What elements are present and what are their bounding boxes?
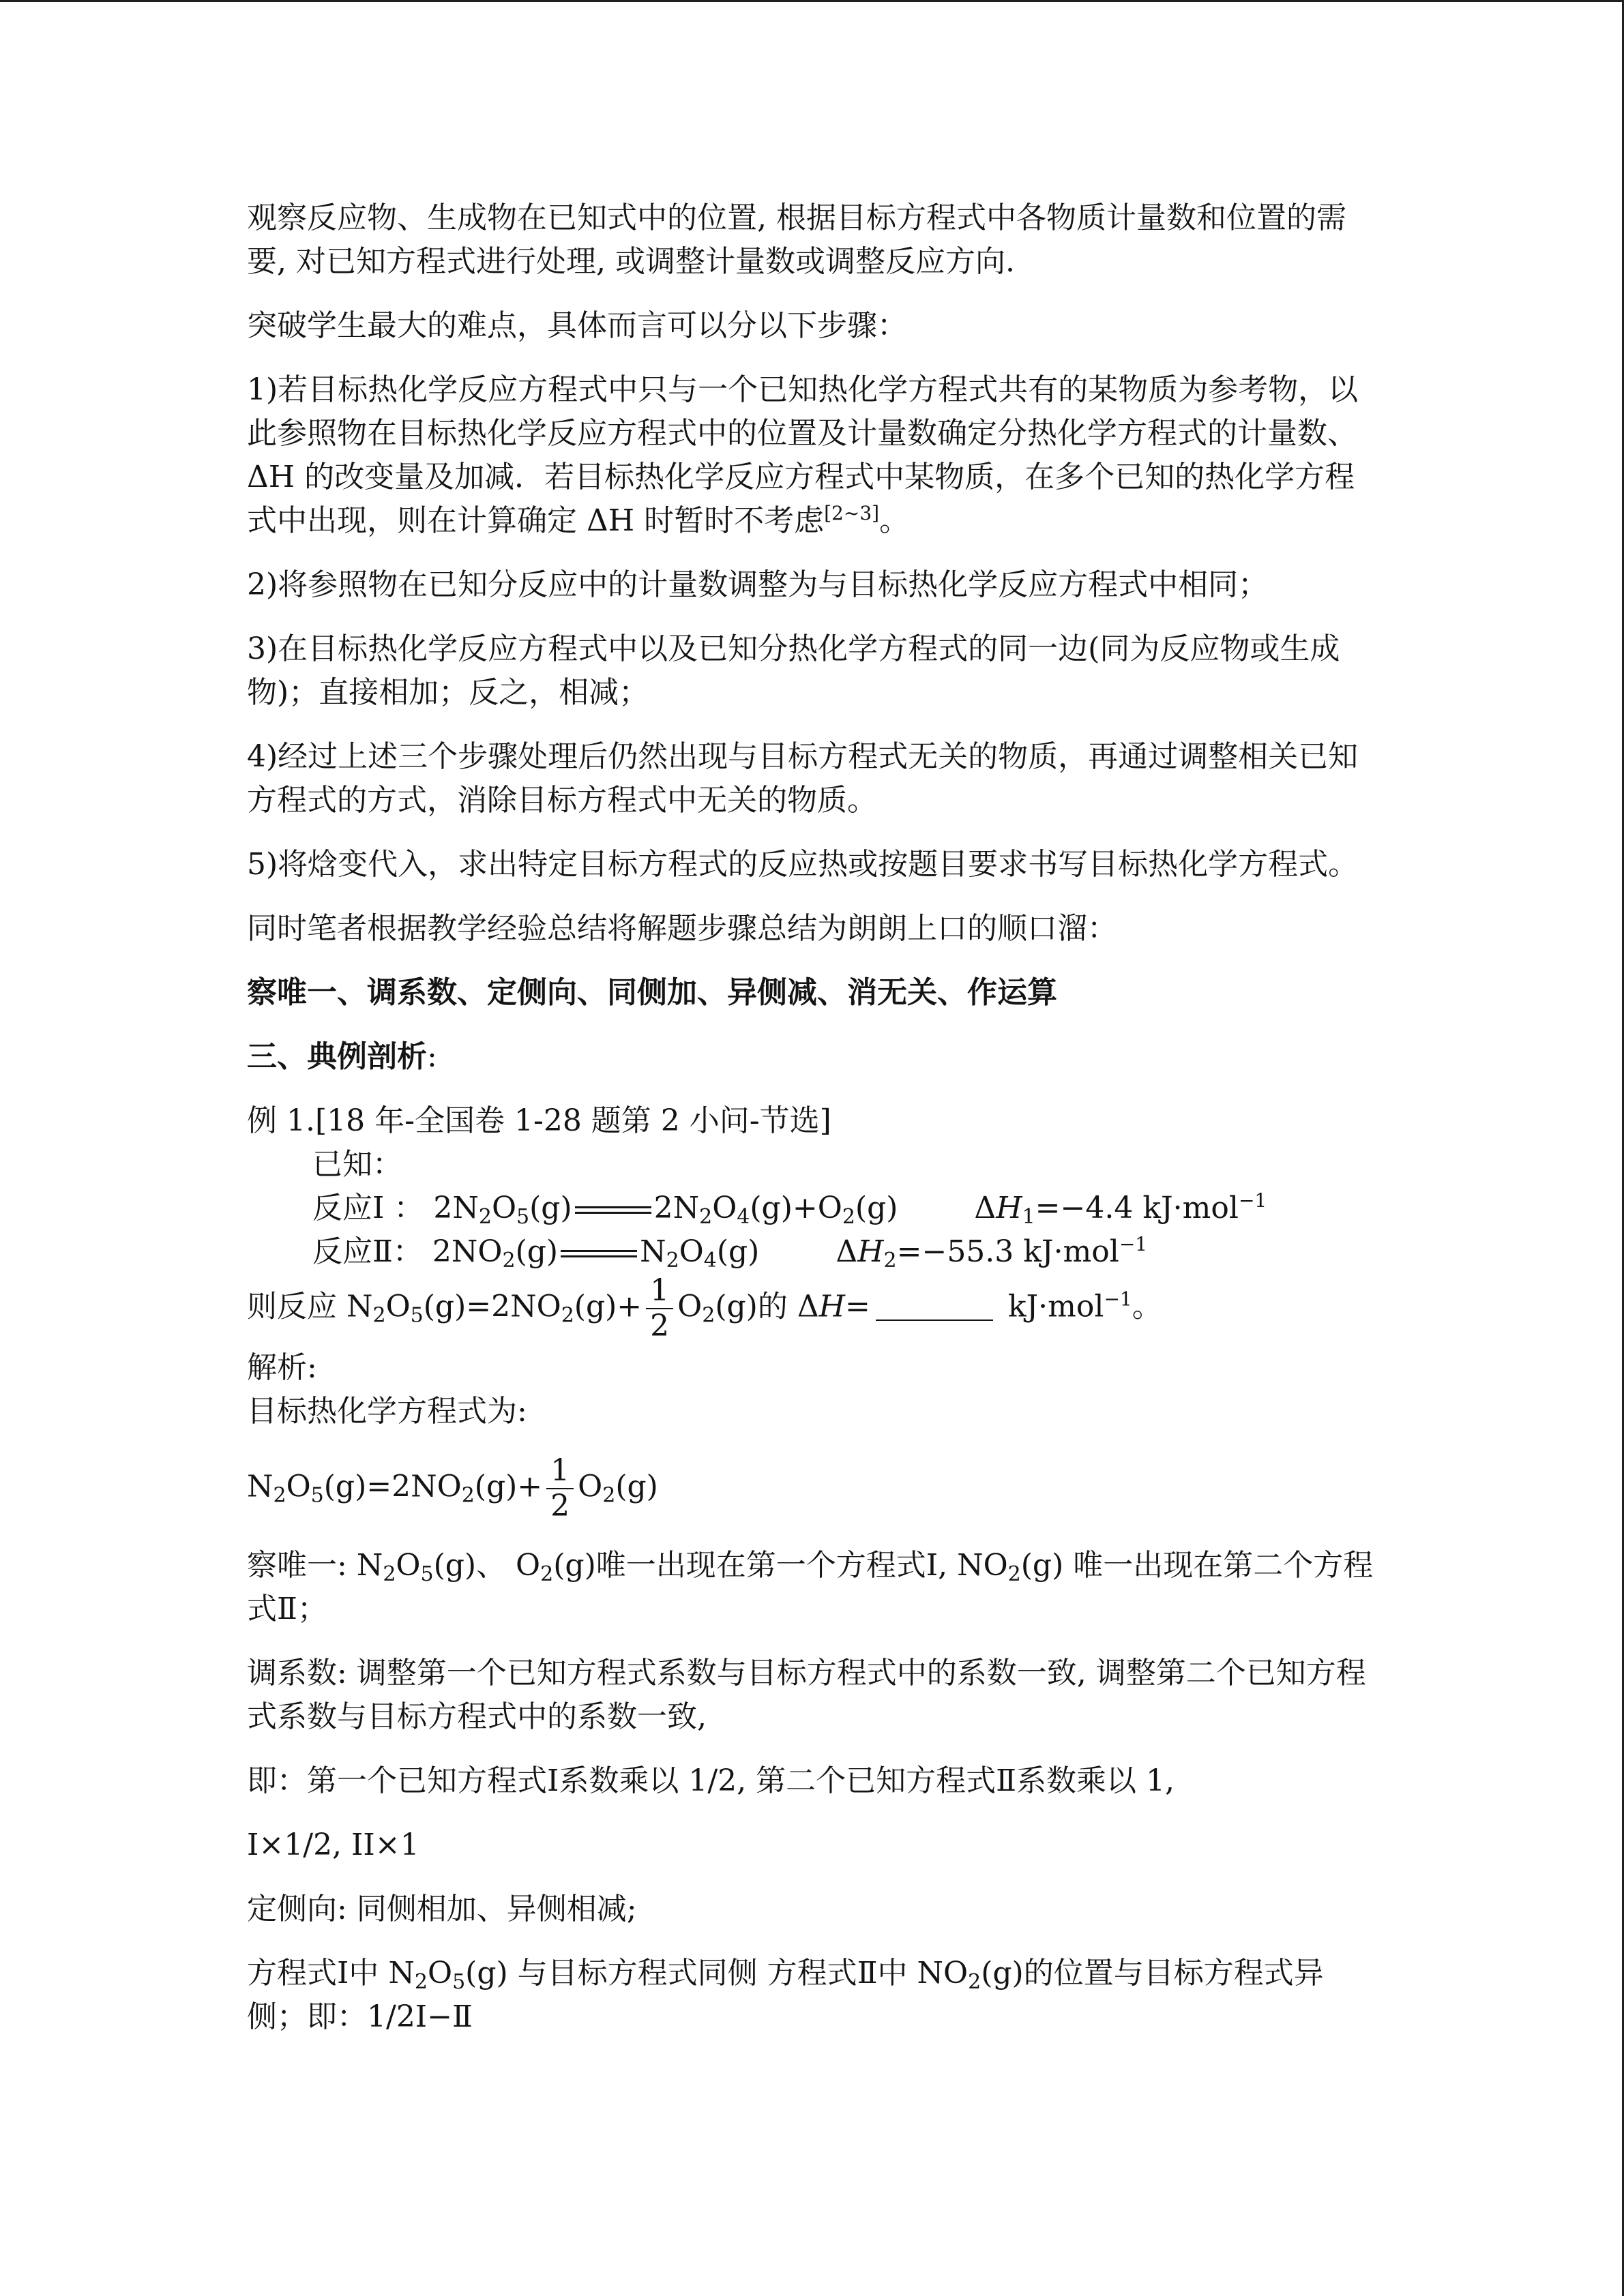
- analysis-label: 解析:: [247, 1350, 317, 1385]
- equilibrium-arrow-icon: [558, 1247, 640, 1261]
- coefficient-detail: 即：第一个已知方程式Ⅰ系数乘以 1/2, 第二个已知方程式Ⅱ系数乘以 1,: [247, 1763, 1175, 1798]
- observe-label: 察唯一:: [247, 1548, 357, 1583]
- question-end: 。: [1132, 1289, 1162, 1324]
- citation: [2~3]: [824, 502, 880, 524]
- question-line: 则反应 $N_2O_5(g)=2NO_2(g)+$ $\frac{1}{2}$ $O_2(g)$的 ΔH= kJ·mol$^{-1}$。: [247, 1273, 1162, 1343]
- fraction-half: $\frac{1}{2}$: [546, 1454, 574, 1523]
- observe-text-1: 唯一出现在第一个方程式Ⅰ,: [595, 1548, 948, 1583]
- final-text-3: 的位置与目标方程式异侧；即：1/2I−Ⅱ: [247, 1956, 1324, 2034]
- answer-blank[interactable]: [876, 1292, 993, 1321]
- step-1-text: 1)若目标热化学反应方程式中只与一个已知热化学方程式共有的某物质为参考物，以此参照物在目标热化学反应方程式中的位置及计量数确定分热化学方程式的计量数、ΔH 的改变量及加减．若目标热化学反应方程式中某物质，在多个已知的热化学方程式中出现，则在计算确定 ΔH 时暂时不考虑: [247, 372, 1359, 538]
- step-5: 5)将焓变代入，求出特定目标方程式的反应热或按题目要求书写目标热化学方程式。: [247, 847, 1359, 882]
- reaction-2: 反应Ⅱ： $2NO_2(g)$ $N_2O_4(g)$ $\Delta H_2=-55.3$ kJ·mol$^{-1}$: [312, 1233, 1148, 1272]
- question-unit: kJ·mol: [1007, 1289, 1104, 1324]
- step-1: [247, 368, 1379, 543]
- page-top-border: [0, 0, 1624, 2]
- fraction-half: $\frac{1}{2}$: [646, 1274, 673, 1343]
- final-combination: 方程式Ⅰ中 $N_2O_5(g)$ 与目标方程式同侧 方程式Ⅱ中 $NO_2(g)$的位置与目标方程式异侧；即：1/2I−Ⅱ: [247, 1956, 1324, 2034]
- observe-text-2: 唯一出现在第二个方程式Ⅱ；: [247, 1548, 1374, 1626]
- question-mid: 的: [757, 1289, 788, 1324]
- step-4: 4)经过上述三个步骤处理后仍然出现与目标方程式无关的物质，再通过调整相关已知方程式的方式，消除目标方程式中无关的物质。: [247, 739, 1359, 818]
- reaction-2-dh: =−55.3 kJ·mol: [896, 1234, 1119, 1269]
- document-body: [247, 196, 1379, 2039]
- final-text-1: 方程式Ⅰ中: [247, 1956, 379, 1991]
- multiplier-line: I×1/2, ΙΙ×1: [247, 1828, 419, 1862]
- question-prefix: 则反应: [247, 1289, 337, 1324]
- section-title: 三、典例剖析: [247, 1039, 427, 1074]
- adjust-coefficients: 调系数: 调整第一个已知方程式系数与目标方程式中的系数一致, 调整第二个已知方程式系数与目标方程式中的系数一致,: [247, 1656, 1366, 1734]
- observe-unique: 察唯一: $N_2O_5(g)$、 $O_2(g)$唯一出现在第一个方程式Ⅰ, $NO_2(g)$ 唯一出现在第二个方程式Ⅱ；: [247, 1548, 1374, 1626]
- reaction-1: 反应Ⅰ ： $2N_2O_5(g)$ $2N_2O_4(g)+O_2(g)$ $\Delta H_1=-4.4$ kJ·mol$^{-1}$: [312, 1189, 1267, 1229]
- section-colon: :: [427, 1039, 437, 1074]
- final-text-2: 与目标方程式同侧 方程式Ⅱ中: [517, 1956, 908, 1991]
- step-3: 3)在目标热化学反应方程式中以及已知分热化学方程式的同一边(同为反应物或生成物)；直接相加；反之，相减；: [247, 631, 1340, 710]
- mnemonic: 察唯一、调系数、定侧向、同侧加、异侧减、消无关、作运算: [247, 975, 1057, 1010]
- side-rule: 定侧向: 同侧相加、异侧相减;: [247, 1892, 637, 1926]
- step-2: 2)将参照物在已知分反应中的计量数调整为与目标热化学反应方程式中相同；: [247, 567, 1269, 602]
- known-label: 已知：: [312, 1147, 402, 1182]
- target-equation: $N_2O_5(g)=2NO_2(g)+$ $\frac{1}{2}$ $O_2(g)$: [247, 1453, 658, 1523]
- step-1-end: 。: [879, 503, 910, 538]
- reaction-2-label: 反应Ⅱ：: [312, 1234, 423, 1269]
- reaction-1-label: 反应Ⅰ ：: [312, 1191, 424, 1225]
- section-heading: [247, 1035, 1379, 1079]
- paragraph-intro: 观察反应物、生成物在已知式中的位置, 根据目标方程式中各物质计量数和位置的需要, 对已知方程式进行处理, 或调整计量数或调整反应方向.: [247, 200, 1346, 279]
- example-header: 例 1.[18 年-全国卷 1-28 题第 2 小问-节选]: [247, 1103, 831, 1138]
- paragraph-steps-intro: 突破学生最大的难点，具体而言可以分以下步骤：: [247, 308, 907, 343]
- equilibrium-arrow-icon: [572, 1204, 654, 1217]
- reaction-1-dh: =−4.4 kJ·mol: [1035, 1191, 1239, 1225]
- mnemonic-intro: 同时笔者根据教学经验总结将解题步骤总结为朗朗上口的顺口溜：: [247, 911, 1117, 946]
- target-intro: 目标热化学方程式为:: [247, 1394, 527, 1429]
